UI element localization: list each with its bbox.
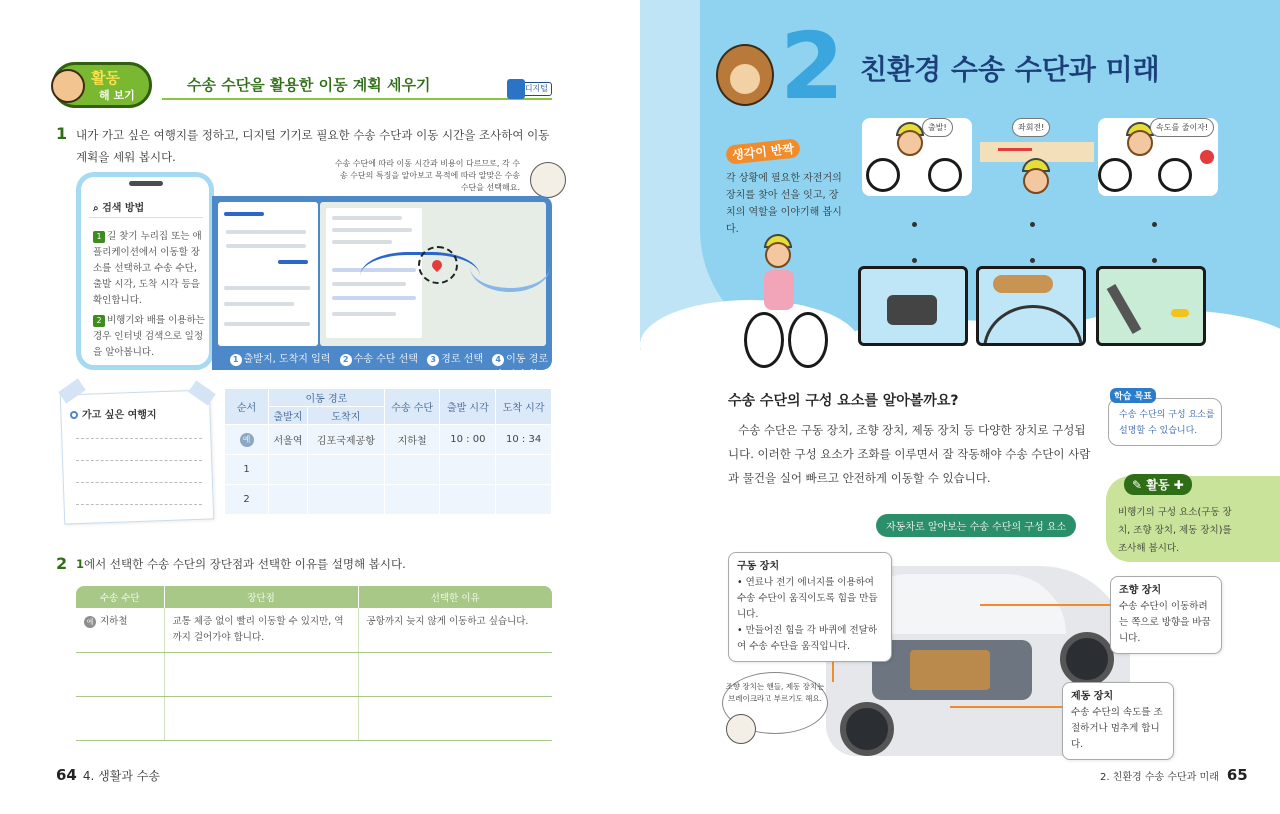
owl-mascot-icon: [530, 162, 566, 198]
title-underline: [162, 98, 552, 100]
pencil-icon: ✎: [1132, 478, 1147, 492]
cell-order: [225, 425, 269, 455]
cell-arrive: 10 : 34: [496, 425, 552, 455]
cell-mode-text: 지하철: [100, 616, 128, 627]
handlebar-icon: [1107, 284, 1142, 334]
monkey-mascot-icon: [716, 44, 774, 106]
col-from: 출발지: [269, 407, 308, 425]
brake-system-text: 수송 수단의 속도를 조절하거나 멈추게 합니다.: [1071, 707, 1163, 750]
cloud-base: [640, 350, 1280, 390]
speech-bubble-turn: 좌회전!: [1012, 118, 1050, 137]
child-body-icon: [764, 270, 794, 310]
writing-line[interactable]: [76, 438, 202, 439]
car-wheel-icon: [1060, 632, 1114, 686]
search-steps: [93, 229, 205, 361]
pros-cons-table: [76, 586, 552, 741]
caption-2-text: 수송 수단 선택: [353, 354, 418, 365]
digital-device-icon: [507, 79, 525, 99]
bike-wheel-icon: [1098, 158, 1132, 192]
chapter-number: 2: [780, 13, 845, 120]
step-1-text: 길 찾기 누리집 또는 애플리케이션에서 이동할 장소를 선택하고 수송 수단, 출발 시각, 도착 시각 등을 확인합니다.: [93, 231, 202, 306]
travel-plan-table: [224, 388, 552, 515]
cell-to: 김포국제공항: [308, 425, 385, 455]
page-number: 64: [56, 766, 77, 784]
activity-title: 수송 수단을 활용한 이동 계획 세우기: [187, 76, 431, 94]
caption-1-text: 출발지, 도착지 입력: [243, 354, 331, 365]
cell-reason[interactable]: [358, 653, 552, 697]
match-dot[interactable]: [1152, 258, 1157, 263]
steering-system-title: 조향 장치: [1119, 585, 1162, 596]
table-row: [76, 697, 552, 741]
cell-to[interactable]: [308, 485, 385, 515]
search-method-phone: [76, 172, 214, 370]
chapter-title: 친환경 수송 수단과 미래: [860, 53, 1160, 86]
destination-note-title-text: 가고 싶은 여행지: [82, 410, 157, 421]
cell-depart[interactable]: [440, 455, 496, 485]
step-1-number: 1: [93, 231, 105, 243]
learning-goal-tag: 학습 목표: [1110, 388, 1156, 403]
question-2-body: 에서 선택한 수송 수단의 장단점과 선택한 이유를 설명해 봅시다.: [84, 557, 406, 571]
destination-note-title: [70, 406, 157, 421]
map-screenshot: [320, 202, 546, 346]
match-dot[interactable]: [912, 258, 917, 263]
caption-4-number: 4: [492, 354, 504, 366]
caption-3-number: 3: [427, 354, 439, 366]
section-question: 수송 수단의 구성 요소를 알아볼까요?: [728, 393, 959, 409]
cell-mode[interactable]: [384, 455, 440, 485]
left-footer: [56, 766, 160, 784]
child-on-bike-illustration: [744, 234, 834, 370]
cell-from[interactable]: [269, 485, 308, 515]
phone-notch: [129, 181, 163, 186]
brake-system-title: 제동 장치: [1071, 691, 1114, 702]
child-face-icon: [897, 130, 923, 156]
cell-mode[interactable]: [384, 485, 440, 515]
car-wheel-icon: [840, 702, 894, 756]
drive-system-callout: [728, 552, 892, 662]
col-arrive: 도착 시각: [496, 389, 552, 425]
bike-scene-start: [862, 118, 972, 196]
leader-line: [980, 604, 1110, 606]
cell-reason[interactable]: [358, 697, 552, 741]
bike-wheel-icon: [788, 312, 828, 368]
question-1-text: 내가 가고 싶은 여행지를 정하고, 디지털 기기로 필요한 수송 수단과 이동 시간을 조사하여 이동 계획을 세워 봅시다.: [76, 128, 550, 164]
body-paragraph: 수송 수단은 구동 장치, 조향 장치, 제동 장치 등 다양한 장치로 구성됩니다. 이러한 구성 요소가 조화를 이루면서 잘 작동해야 수송 수단이 사람과 물건을 실어 빠르고 안전하게 이동할 수 있습니다.: [728, 423, 1091, 485]
col-to: 도착지: [308, 407, 385, 425]
owl-mascot-icon: [726, 714, 756, 744]
drive-system-title: 구동 장치: [737, 561, 780, 572]
question-2-text: [76, 556, 406, 572]
activity-badge-line2: 해 보기: [99, 89, 135, 102]
car-section-pill: 자동차로 알아보는 수송 수단의 구성 요소: [876, 514, 1076, 537]
cell-arrive[interactable]: [496, 485, 552, 515]
steering-system-callout: [1110, 576, 1222, 654]
table-row: [225, 485, 552, 515]
example-badge: 예: [84, 616, 96, 628]
activity-badge-line1: 활동: [91, 69, 120, 87]
table-row: [225, 455, 552, 485]
question-2-number: 2: [56, 554, 68, 573]
caption-1-number: 1: [230, 354, 242, 366]
caption-2-number: 2: [340, 354, 352, 366]
owl-tip-bubble: 조향 장치는 핸들, 제동 장치는 브레이크라고 부르기도 해요.: [722, 672, 828, 734]
col-order: 순서: [225, 389, 269, 425]
match-dot[interactable]: [1152, 222, 1157, 227]
bike-wheel-icon: [866, 158, 900, 192]
highlight-circle: [418, 246, 458, 284]
cell-pros-cons[interactable]: [164, 697, 358, 741]
turn-arrow-icon: [1171, 309, 1189, 317]
divider: [89, 217, 203, 218]
character-face-icon: [51, 69, 85, 103]
search-step-2: [93, 313, 205, 361]
col-reason: 선택한 이유: [358, 586, 552, 608]
cell-depart[interactable]: [440, 485, 496, 515]
cell-arrive[interactable]: [496, 455, 552, 485]
right-footer: [1100, 766, 1248, 784]
page-number: 65: [1226, 766, 1248, 784]
search-step-1: [93, 229, 205, 309]
cell-to[interactable]: [308, 455, 385, 485]
bullet-icon: [70, 411, 78, 419]
step-2-number: 2: [93, 315, 105, 327]
wheel-brake-icon: [983, 305, 1083, 346]
speech-bubble-brake: 속도를 줄이자!: [1150, 118, 1214, 137]
child-face-icon: [765, 242, 791, 268]
col-mode: 수송 수단: [76, 586, 164, 608]
car-battery-icon: [910, 650, 990, 690]
question-2-reference: 1: [76, 557, 85, 571]
speech-bubble-start: 출발!: [922, 118, 953, 137]
cell-order: 1: [225, 455, 269, 485]
child-face-icon: [1023, 168, 1049, 194]
cell-mode: [76, 608, 164, 653]
search-screenshot: [218, 202, 318, 346]
leader-line: [950, 706, 1068, 708]
activity-text: 비행기의 구성 요소(구동 장치, 조향 장치, 제동 장치)를 조사해 봅시다.: [1118, 507, 1232, 554]
handlebar-part-card: [1096, 266, 1206, 346]
search-method-title-text: 검색 방법: [102, 203, 145, 214]
activity-tag: [1124, 474, 1192, 495]
drive-system-line-2: • 만들어진 힘을 각 바퀴에 전달하여 수송 수단을 움직입니다.: [737, 625, 878, 652]
footer-section: 4. 생활과 수송: [82, 769, 160, 783]
cell-mode[interactable]: [76, 653, 164, 697]
writing-line[interactable]: [76, 460, 202, 461]
search-icon: ⌕: [93, 203, 103, 214]
search-method-title: [93, 199, 144, 214]
child-face-icon: [1127, 130, 1153, 156]
col-pros-cons: 장단점: [164, 586, 358, 608]
question-1-number: 1: [56, 124, 68, 143]
table-row: [76, 608, 552, 653]
think-text: 각 상황에 필요한 자전거의 장치를 찾아 선을 잇고, 장치의 역할을 이야기해 봅시다.: [726, 173, 842, 235]
col-depart: 출발 시각: [440, 389, 496, 425]
caption-4-text: 이동 경로와 시간 확인: [493, 354, 548, 381]
cell-mode: 지하철: [384, 425, 440, 455]
table-row: [225, 425, 552, 455]
bike-wheel-icon: [928, 158, 962, 192]
caption-3-text: 경로 선택: [441, 354, 483, 365]
cell-mode[interactable]: [76, 697, 164, 741]
table-header-row: [225, 389, 552, 407]
cell-from: 서울역: [269, 425, 308, 455]
match-dot[interactable]: [1030, 222, 1035, 227]
pedal-icon: [887, 295, 937, 325]
cell-pros-cons[interactable]: [164, 653, 358, 697]
steering-system-text: 수송 수단이 이동하려는 쪽으로 방향을 바꿉니다.: [1119, 601, 1211, 644]
right-page: [640, 0, 1280, 814]
cell-order: 2: [225, 485, 269, 515]
stop-sign-icon: [1198, 148, 1216, 166]
cell-reason: 공항까지 늦지 않게 이동하고 싶습니다.: [358, 608, 552, 653]
map-river: [470, 242, 550, 292]
activity-badge: [52, 62, 152, 108]
plus-icon: ✚: [1169, 478, 1184, 492]
brake-part-card: [976, 266, 1086, 346]
table-header-row: [76, 586, 552, 608]
digital-badge: [508, 82, 552, 96]
cell-from[interactable]: [269, 455, 308, 485]
tip-note: 수송 수단에 따라 이동 시간과 비용이 다르므로, 각 수송 수단의 특징을 알아보고 목적에 따라 알맞은 수송 수단을 선택해요.: [334, 159, 520, 192]
activity-tag-text: 활동: [1146, 478, 1170, 492]
step-2-text: 비행기와 배를 이용하는 경우 인터넷 검색으로 일정을 알아봅니다.: [93, 315, 205, 358]
match-dot[interactable]: [912, 222, 917, 227]
brake-system-callout: [1062, 682, 1174, 760]
cell-depart: 10 : 00: [440, 425, 496, 455]
table-row: [76, 653, 552, 697]
example-badge: 예: [240, 433, 254, 447]
match-dot[interactable]: [1030, 258, 1035, 263]
bike-wheel-icon: [1158, 158, 1192, 192]
digital-badge-label: 디지털: [524, 84, 548, 93]
pedal-part-card: [858, 266, 968, 346]
col-mode: 수송 수단: [384, 389, 440, 425]
writing-line[interactable]: [76, 482, 202, 483]
cell-pros-cons: 교통 체증 없이 빨리 이동할 수 있지만, 역까지 걸어가야 합니다.: [164, 608, 358, 653]
col-route: 이동 경로: [269, 389, 385, 407]
footer-section: 2. 친환경 수송 수단과 미래: [1100, 772, 1219, 783]
screens-caption: [218, 350, 548, 381]
bike-wheel-icon: [744, 312, 784, 368]
route-app-screenshots: [212, 196, 552, 381]
left-arrow-icon: [998, 148, 1032, 151]
learning-goal-box: 수송 수단의 구성 요소를 설명할 수 있습니다.: [1108, 398, 1222, 446]
writing-line[interactable]: [76, 504, 202, 505]
saddle-icon: [993, 275, 1053, 293]
think-badge: 생각이 반짝: [725, 138, 801, 165]
drive-system-line-1: • 연료나 전기 에너지를 이용하여 수송 수단이 움직이도록 힘을 만듭니다.: [737, 577, 878, 620]
